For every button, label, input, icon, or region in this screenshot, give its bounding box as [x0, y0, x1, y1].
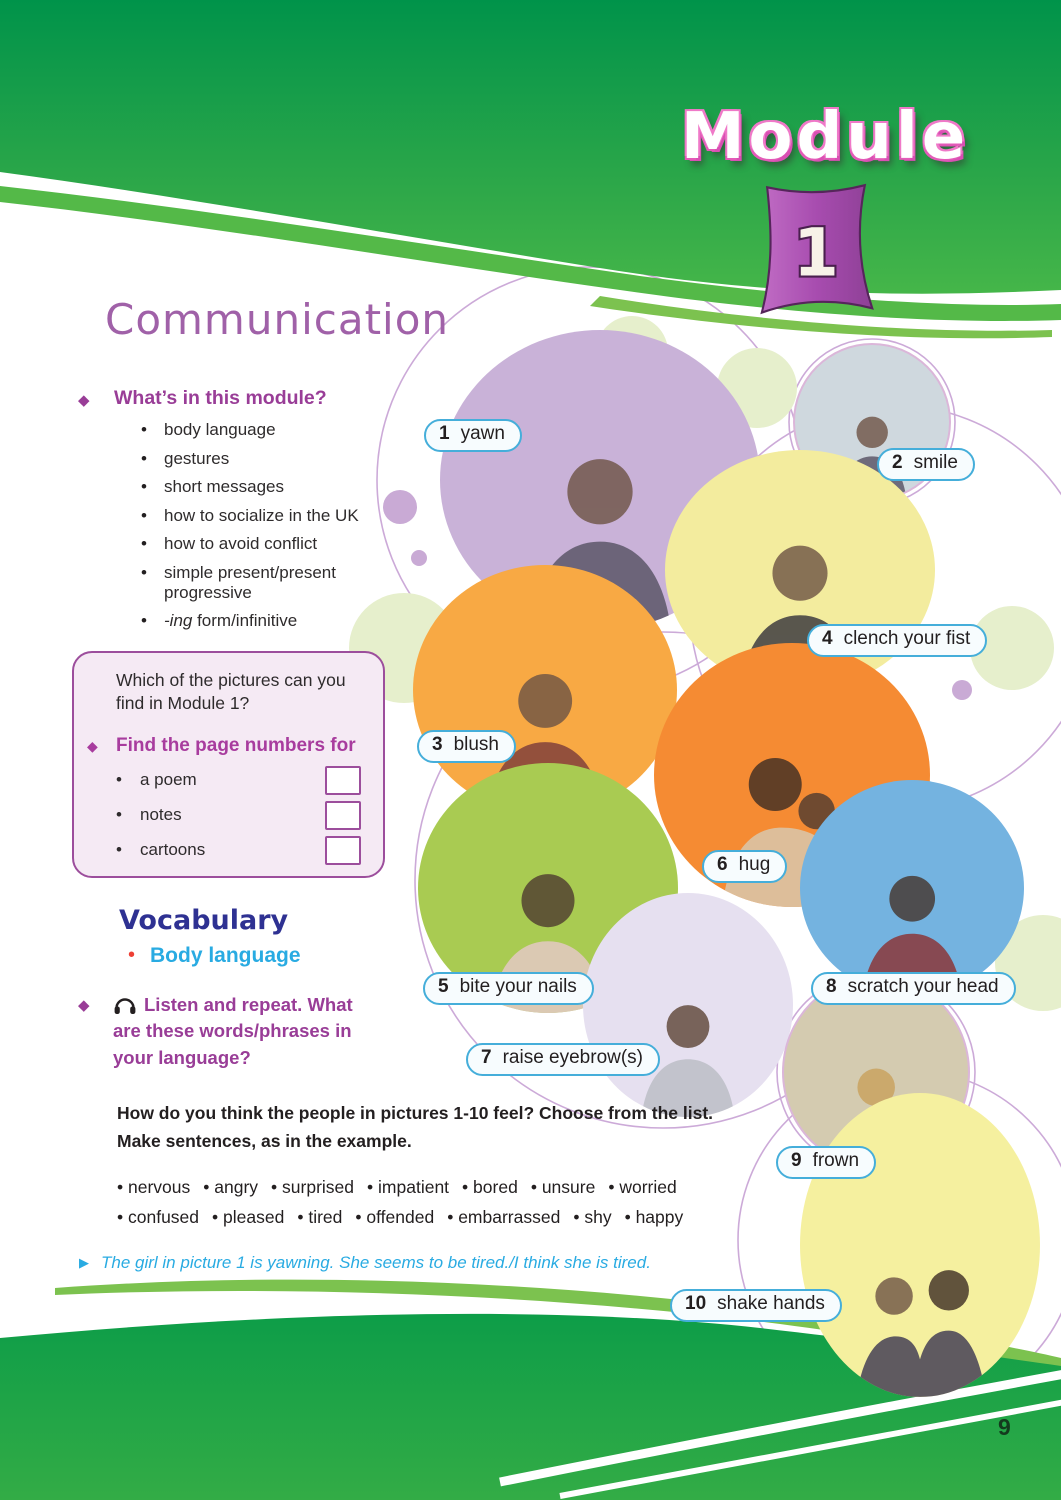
- picture-label-hug: [702, 850, 787, 883]
- page-number-input-box[interactable]: [325, 801, 361, 830]
- bullet-icon: •: [128, 944, 136, 966]
- diamond-bullet-icon: ◆: [78, 392, 90, 409]
- picture-number: 5: [438, 976, 449, 997]
- find-pages-box: [72, 651, 385, 878]
- picture-caption: scratch your head: [847, 976, 999, 997]
- bullet-icon: •: [116, 840, 122, 859]
- photo-shake-hands: [800, 1093, 1040, 1397]
- picture-label-clench-fist: [807, 624, 987, 657]
- picture-label-smile: [877, 448, 975, 481]
- picture-caption: yawn: [460, 423, 505, 444]
- picture-number: 7: [481, 1047, 492, 1068]
- list-item: • gestures: [138, 449, 400, 469]
- bullet-icon: •: [116, 770, 122, 789]
- picture-number: 6: [717, 854, 728, 875]
- module-overview-heading: What’s in this module?: [114, 387, 327, 409]
- picture-label-raise-eyebrow: [466, 1043, 660, 1076]
- find-box-item-label: notes: [140, 805, 182, 824]
- vocabulary-heading: Vocabulary: [119, 905, 289, 936]
- picture-number: 8: [826, 976, 837, 997]
- find-box-row: [116, 838, 361, 868]
- person-silhouette: [625, 956, 751, 1117]
- find-box-row: [116, 803, 361, 833]
- exercise-instruction-line2: Make sentences, as in the example.: [117, 1131, 412, 1151]
- page-number-input-box[interactable]: [325, 836, 361, 865]
- picture-caption: raise eyebrow(s): [502, 1047, 644, 1068]
- picture-label-shake-hands: [670, 1289, 842, 1322]
- module-overview-list: [138, 420, 400, 640]
- page-number: 9: [998, 1414, 1011, 1440]
- list-item: • how to avoid conflict: [138, 534, 400, 554]
- photo-scratch-head: [800, 780, 1024, 996]
- picture-label-yawn: [424, 419, 522, 452]
- find-box-row: [116, 768, 361, 798]
- picture-caption: smile: [913, 452, 958, 473]
- picture-caption: clench your fist: [843, 628, 971, 649]
- diamond-bullet-icon: ◆: [78, 997, 90, 1014]
- picture-label-scratch-head: [811, 972, 1016, 1005]
- example-sentence: ▶ The girl in picture 1 is yawning. She seems to be tired./I think she is tired.: [79, 1253, 651, 1272]
- listen-task: Listen and repeat. What are these words/phrases in your language?: [113, 994, 353, 1068]
- page-number-input-box[interactable]: [325, 766, 361, 795]
- picture-label-blush: [417, 730, 516, 763]
- vocabulary-topic: Body language: [150, 944, 301, 967]
- picture-number: 9: [791, 1150, 802, 1171]
- picture-number: 4: [822, 628, 833, 649]
- find-box-item-label: a poem: [140, 770, 197, 789]
- picture-caption: blush: [453, 734, 499, 755]
- find-box-item-label: cartoons: [140, 840, 206, 859]
- arrow-bullet-icon: ▶: [79, 1255, 89, 1270]
- picture-caption: bite your nails: [459, 976, 577, 997]
- module-number-ribbon: [752, 182, 880, 320]
- find-box-question: Which of the pictures can you find in Module 1?: [116, 670, 346, 713]
- picture-label-frown: [776, 1146, 876, 1179]
- exercise-instruction-line1: How do you think the people in pictures 1-10 feel? Choose from the list.: [117, 1103, 714, 1123]
- find-box-heading: Find the page numbers for: [116, 735, 356, 756]
- diamond-bullet-icon: ◆: [87, 738, 98, 754]
- picture-number: 10: [685, 1293, 707, 1314]
- list-item: • body language: [138, 420, 400, 440]
- picture-label-bite-nails: [423, 972, 594, 1005]
- picture-number: 1: [439, 423, 450, 444]
- picture-number: 2: [892, 452, 903, 473]
- list-item: • how to socialize in the UK: [138, 506, 400, 526]
- page-title: Communication: [105, 295, 450, 344]
- bullet-icon: •: [116, 805, 122, 824]
- picture-caption: shake hands: [717, 1293, 825, 1314]
- photo-raise-eyebrow: [583, 893, 793, 1117]
- word-list-row1: • nervous • angry • surprised • impatient • bored • unsure • worried: [117, 1177, 690, 1198]
- module-number: 1: [793, 214, 839, 292]
- picture-number: 3: [432, 734, 443, 755]
- list-item: • simple present/present progressive: [138, 563, 400, 603]
- module-banner-word: Module: [680, 100, 970, 174]
- word-list-row2: • confused • pleased • tired • offended • embarrassed • shy • happy: [117, 1207, 696, 1228]
- two-person-silhouette: [848, 1178, 992, 1397]
- list-item: • short messages: [138, 477, 400, 497]
- picture-caption: frown: [812, 1150, 860, 1171]
- headphones-icon: [113, 994, 137, 1015]
- list-item: • -ing form/infinitive: [138, 611, 400, 631]
- picture-caption: hug: [738, 854, 771, 875]
